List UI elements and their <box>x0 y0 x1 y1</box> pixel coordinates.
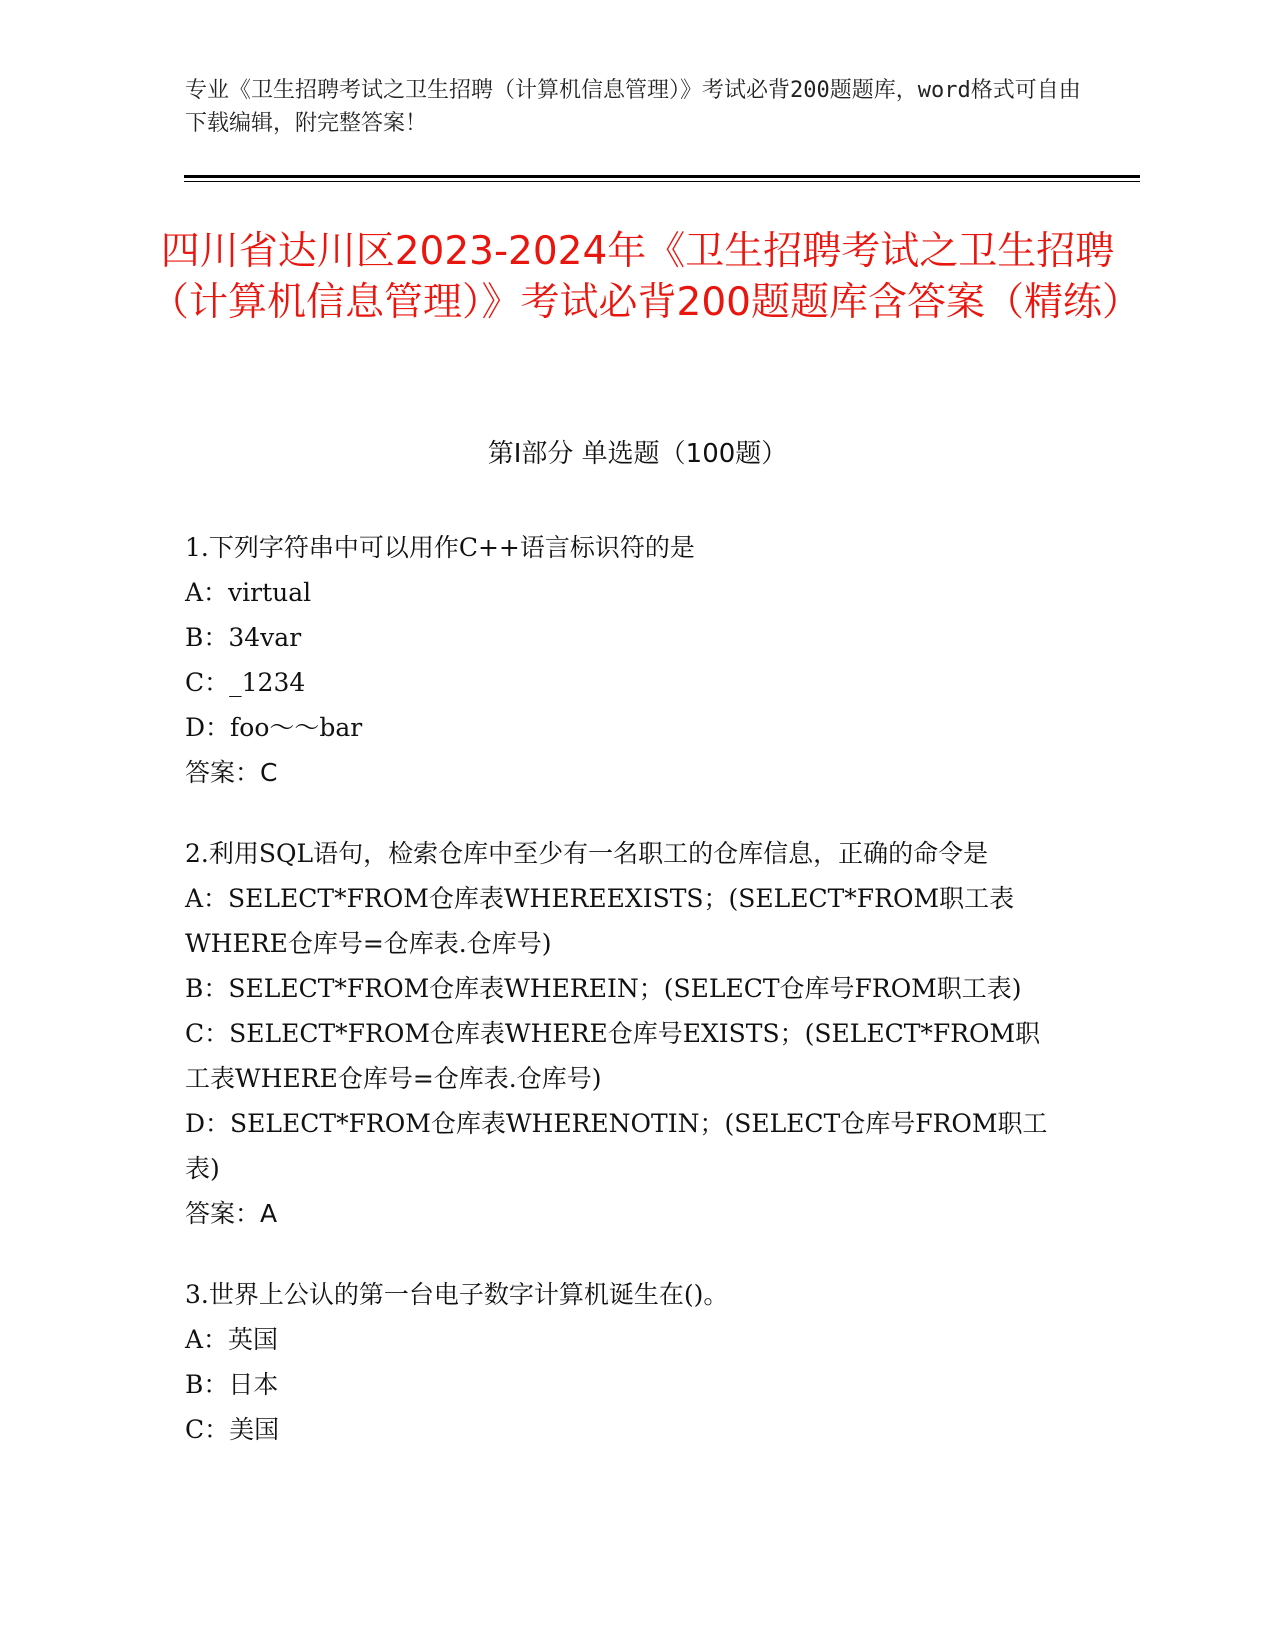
section-heading: 第Ⅰ部分 单选题（100题） <box>487 439 788 469</box>
option-a: A：SELECT*FROM仓库表WHEREEXISTS；(SELECT*FROM职工表WHERE仓库号=仓库表.仓库号) <box>185 884 1015 958</box>
option-d: D：foo～～bar <box>185 713 363 742</box>
question-1 <box>185 525 1065 795</box>
question-stem: 3.世界上公认的第一台电子数字计算机诞生在()。 <box>185 1280 729 1309</box>
question-2 <box>185 831 1065 1236</box>
question-stem: 1.下列字符串中可以用作C++语言标识符的是 <box>185 533 695 562</box>
header-rule-thick <box>184 175 1140 178</box>
option-a: A：virtual <box>185 578 312 607</box>
question-stem: 2.利用SQL语句，检索仓库中至少有一名职工的仓库信息，正确的命令是 <box>185 839 989 868</box>
document-title: 四川省达川区2023-2024年《卫生招聘考试之卫生招聘（计算机信息管理）》考试必背200题题库含答案（精练） <box>150 229 1141 325</box>
option-b: B：SELECT*FROM仓库表WHEREIN；(SELECT仓库号FROM职工表) <box>185 974 1022 1003</box>
option-d: D：SELECT*FROM仓库表WHERENOTIN；(SELECT仓库号FROM职工表) <box>185 1109 1048 1183</box>
header-note: 专业《卫生招聘考试之卫生招聘（计算机信息管理）》考试必背200题题库，word格式可自由下载编辑，附完整答案！ <box>185 78 1081 136</box>
option-c: C：SELECT*FROM仓库表WHERE仓库号EXISTS；(SELECT*FROM职工表WHERE仓库号=仓库表.仓库号) <box>185 1019 1041 1093</box>
answer-line: 答案：A <box>185 1199 278 1228</box>
option-b: B：日本 <box>185 1370 279 1399</box>
header-rule-thin <box>184 181 1140 182</box>
question-list <box>185 525 1065 1488</box>
option-a: A：英国 <box>185 1325 279 1354</box>
option-c: C：美国 <box>185 1415 280 1444</box>
option-b: B：34var <box>185 623 302 652</box>
option-c: C：_1234 <box>185 668 306 697</box>
question-3 <box>185 1272 1065 1452</box>
answer-line: 答案：C <box>185 758 278 787</box>
